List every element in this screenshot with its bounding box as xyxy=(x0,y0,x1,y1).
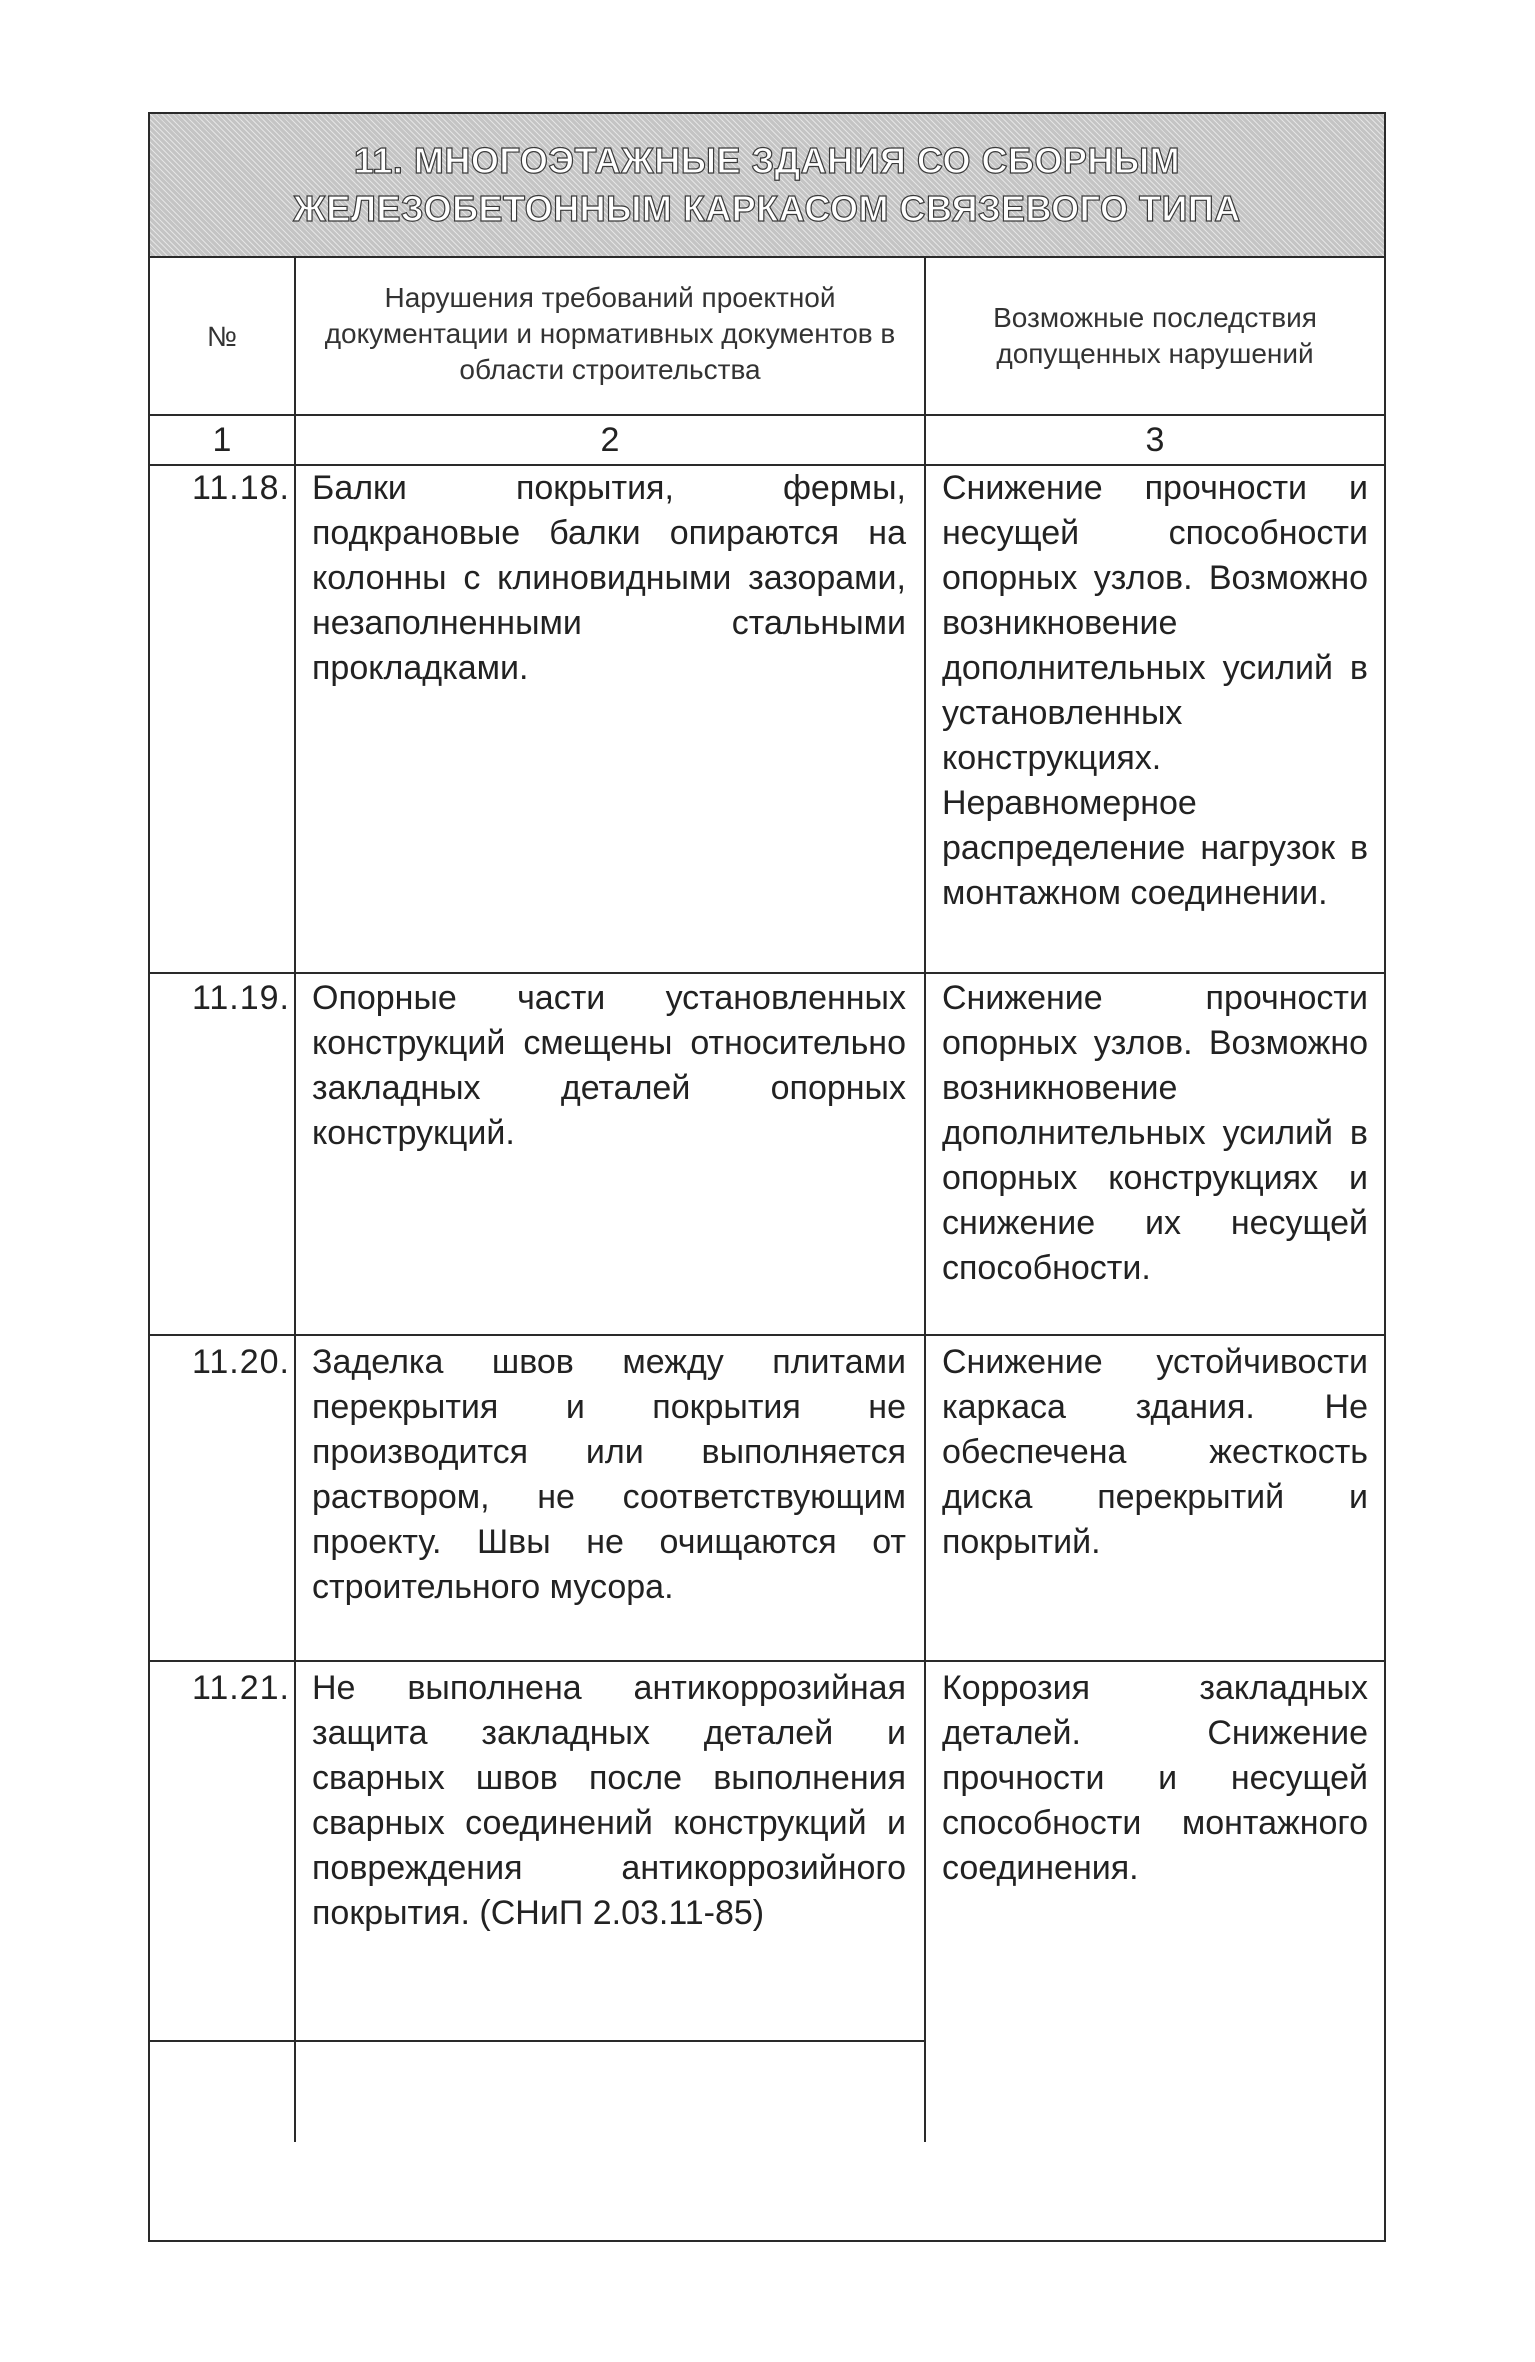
row-number-11-19: 11.19. xyxy=(191,979,290,1017)
row-divider-2 xyxy=(150,1334,1384,1336)
row-11-18-violation: Балки покрытия, фермы, подкрановые балки опираются на колонны с клиновидными зазорами, незаполненными стальными прокладками. xyxy=(312,469,906,687)
section-title-line-1: 11. МНОГОЭТАЖНЫЕ ЗДАНИЯ СО СБОРНЫМ xyxy=(353,140,1181,181)
header-violations: Нарушения требований проектной документации и нормативных документов в области строительства xyxy=(324,282,896,385)
section-title-band xyxy=(150,114,1384,258)
column-divider-2 xyxy=(924,258,926,2142)
row-11-19-consequence: Снижение прочности опорных узлов. Возможно возникновение дополнительных усилий в опорных конструкциях и снижение их несущей способности. xyxy=(942,979,1368,1287)
row-divider-4 xyxy=(150,2040,924,2042)
row-11-20-violation: Заделка швов между плитами перекрытия и покрытия не производится или выполняется раствором, не соответствующим проекту. Швы не очищаются от строительного мусора. xyxy=(312,1343,906,1606)
row-divider-1 xyxy=(150,972,1384,974)
header-bottom-rule xyxy=(150,414,1384,416)
column-number-2: 2 xyxy=(600,421,620,459)
row-number-11-20: 11.20. xyxy=(191,1343,290,1381)
column-number-3: 3 xyxy=(1145,421,1165,459)
column-number-1: 1 xyxy=(212,421,232,459)
row-11-21-consequence: Коррозия закладных деталей. Снижение прочности и несущей способности монтажного соединения. xyxy=(942,1669,1368,1887)
row-11-20-consequence: Снижение устойчивости каркаса здания. Не обеспечена жесткость диска перекрытий и покрытий. xyxy=(942,1343,1368,1561)
row-11-18-consequence: Снижение прочности и несущей способности опорных узлов. Возможно возникновение дополнительных усилий в установленных конструкциях. Неравномерное распределение нагрузок в монтажном соединении. xyxy=(942,469,1368,912)
header-consequences: Возможные последствия допущенных нарушений xyxy=(993,302,1317,369)
row-number-11-21: 11.21. xyxy=(191,1669,290,1707)
table-frame xyxy=(148,112,1386,2242)
row-11-21-violation: Не выполнена антикоррозийная защита закладных деталей и сварных швов после выполнения сварных соединений конструкций и повреждения антикоррозийного покрытия. (СНиП 2.03.11-85) xyxy=(312,1669,906,1932)
section-title-line-2: ЖЕЛЕЗОБЕТОННЫМ КАРКАСОМ СВЯЗЕВОГО ТИПА xyxy=(293,188,1241,229)
row-11-19-violation: Опорные части установленных конструкций смещены относительно закладных деталей опорных конструкций. xyxy=(312,979,906,1152)
header-number: № xyxy=(206,321,238,352)
row-number-11-18: 11.18. xyxy=(191,469,290,507)
column-divider-1 xyxy=(294,258,296,2142)
row-divider-3 xyxy=(150,1660,1384,1662)
